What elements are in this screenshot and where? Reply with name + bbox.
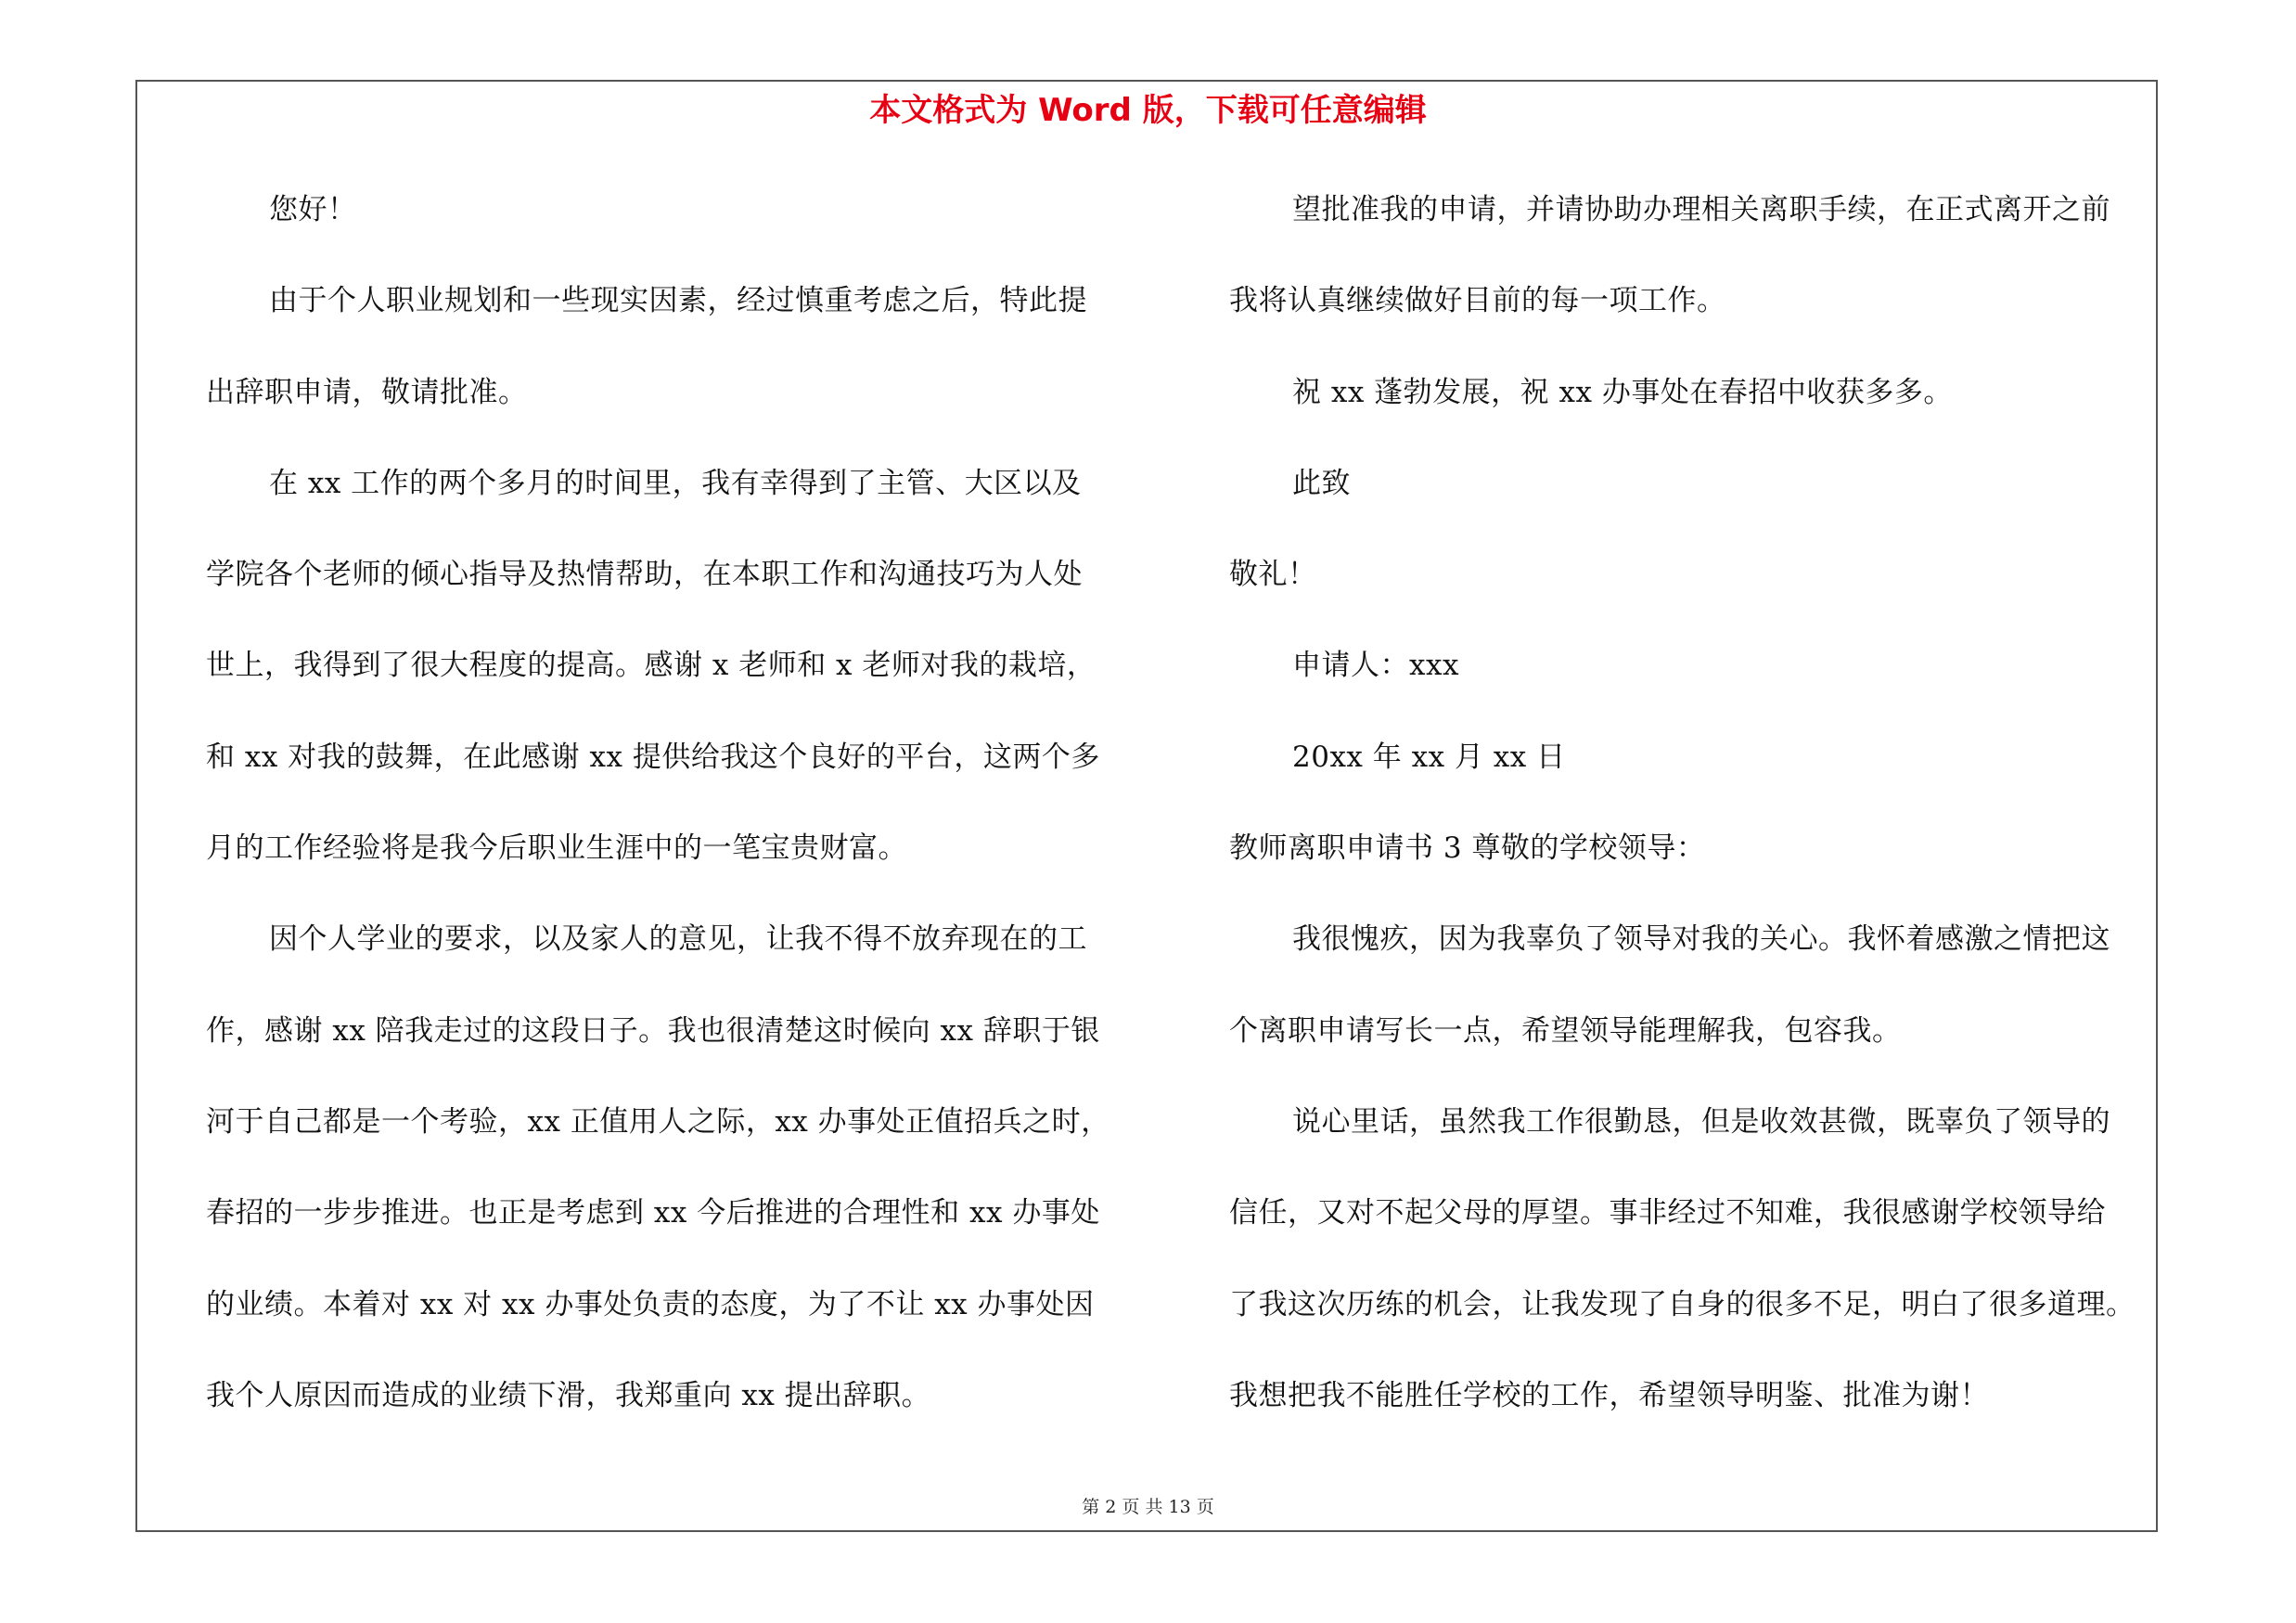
header-banner: 本文格式为 Word 版，下载可任意编辑 <box>869 92 1427 129</box>
text-line: 了我这次历练的机会，让我发现了自身的很多不足，明白了很多道理。 <box>1229 1287 2136 1321</box>
text-line: 世上，我得到了很大程度的提高。感谢 x 老师和 x 老师对我的栽培， <box>206 649 1097 683</box>
text-line: 学院各个老师的倾心指导及热情帮助，在本职工作和沟通技巧为人处 <box>206 558 1083 592</box>
text-line: 春招的一步步推进。也正是考虑到 xx 今后推进的合理性和 xx 办事处 <box>206 1196 1100 1230</box>
text-line: 出辞职申请，敬请批准。 <box>206 375 528 409</box>
text-line: 因个人学业的要求，以及家人的意见，让我不得不放弃现在的工 <box>269 922 1087 957</box>
text-line: 我很愧疚，因为我辜负了领导对我的关心。我怀着感激之情把这 <box>1292 922 2110 957</box>
text-line: 的业绩。本着对 xx 对 xx 办事处负责的态度，为了不让 xx 办事处因 <box>206 1287 1095 1321</box>
text-line: 作，感谢 xx 陪我走过的这段日子。我也很清楚这时候向 xx 辞职于银 <box>206 1013 1100 1048</box>
text-line: 您好！ <box>269 193 357 226</box>
text-line: 申请人：xxx <box>1292 649 1459 683</box>
text-line: 和 xx 对我的鼓舞，在此感谢 xx 提供给我这个良好的平台，这两个多 <box>206 740 1100 774</box>
text-line: 望批准我的申请，并请协助办理相关离职手续，在正式离开之前 <box>1292 193 2110 226</box>
text-line: 说心里话，虽然我工作很勤恳，但是收效甚微，既辜负了领导的 <box>1292 1104 2110 1139</box>
left-text-column <box>206 181 1171 1458</box>
text-line: 我想把我不能胜任学校的工作，希望领导明鉴、批准为谢！ <box>1229 1378 1989 1412</box>
text-line: 敬礼！ <box>1229 558 1317 592</box>
text-line: 我将认真继续做好目前的每一项工作。 <box>1229 284 1726 318</box>
text-line: 信任，又对不起父母的厚望。事非经过不知难，我很感谢学校领导给 <box>1229 1196 2106 1230</box>
text-line: 月的工作经验将是我今后职业生涯中的一笔宝贵财富。 <box>206 831 907 866</box>
text-line: 20xx 年 xx 月 xx 日 <box>1292 740 1566 774</box>
text-line: 祝 xx 蓬勃发展，祝 xx 办事处在春招中收获多多。 <box>1292 375 1953 409</box>
page-footer: 第 2 页 共 13 页 <box>1082 1497 1214 1517</box>
text-line: 我个人原因而造成的业绩下滑，我郑重向 xx 提出辞职。 <box>206 1378 931 1412</box>
text-line: 河于自己都是一个考验，xx 正值用人之际，xx 办事处正值招兵之时， <box>206 1104 1110 1139</box>
right-text-column <box>1229 181 2157 1458</box>
text-line: 在 xx 工作的两个多月的时间里，我有幸得到了主管、大区以及 <box>269 466 1082 500</box>
text-line: 此致 <box>1292 466 1351 500</box>
text-line: 教师离职申请书 3 尊敬的学校领导： <box>1229 831 1706 866</box>
text-line: 个离职申请写长一点，希望领导能理解我，包容我。 <box>1229 1013 1902 1048</box>
text-line: 由于个人职业规划和一些现实因素，经过慎重考虑之后，特此提 <box>269 284 1087 318</box>
